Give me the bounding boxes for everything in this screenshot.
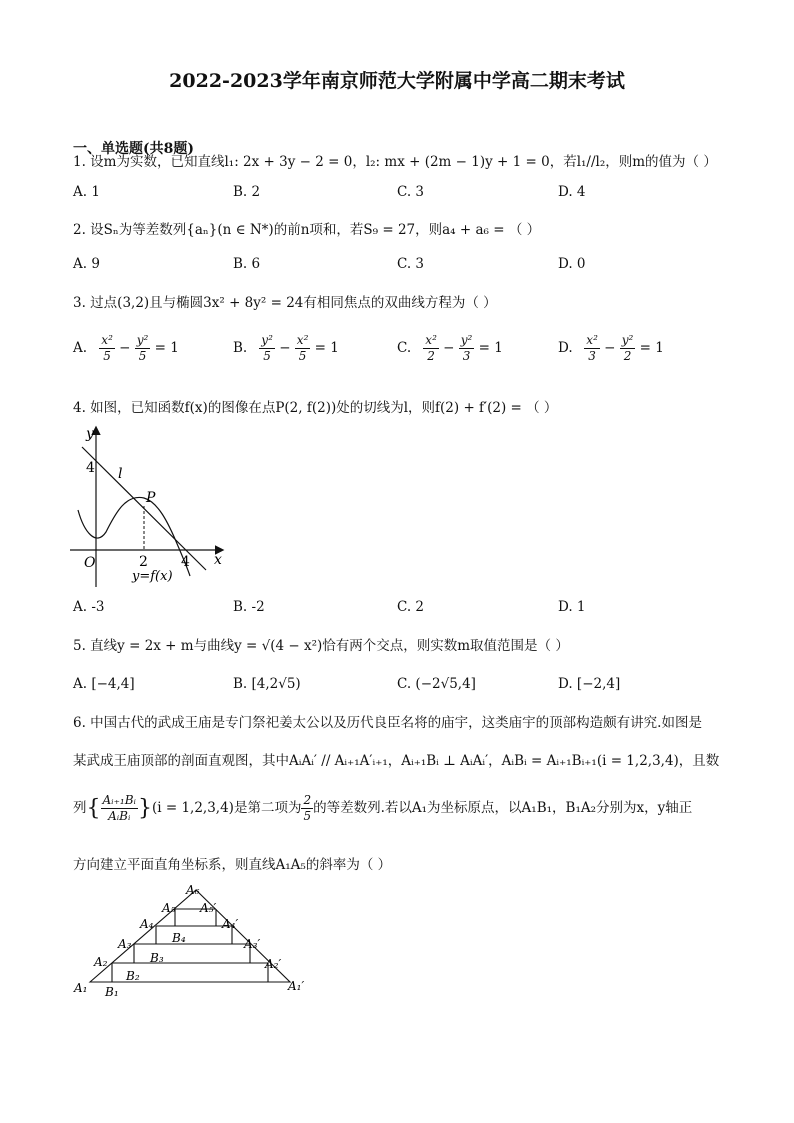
q4-option-b: B. -2 — [233, 599, 265, 615]
question-2-stem: 2. 设Sₙ为等差数列{aₙ}(n ∈ N*)的前n项和，若S₉ = 27，则a₄ + a₆ = （ ） — [73, 222, 541, 238]
q3-option-c: C. $\frac{\text{x²}}{2}$ − $\frac{\text{y²}}{3}$ = 1 — [397, 333, 503, 363]
fraction-numerator: x² — [586, 333, 598, 347]
q2-option-b: B. 6 — [233, 256, 261, 272]
fraction-denominator: 5 — [103, 349, 111, 363]
label-b3: B₃ — [150, 951, 164, 965]
q5-option-d: D. [−2,4] — [558, 676, 621, 692]
question-6-line-1: 6. 中国古代的武成王庙是专门祭祀姜太公以及历代良臣名将的庙宇，这类庙宇的顶部构造颇有讲究.如图是 — [73, 715, 702, 731]
page-title: 2022-2023学年南京师范大学附属中学高二期末考试 — [169, 70, 625, 92]
fraction-denominator: 5 — [298, 349, 307, 363]
option-label: D. — [558, 340, 573, 356]
label-a5-prime: A₅′ — [200, 901, 217, 915]
q6-line3-middle: (i = 1,2,3,4)是第二项为 — [151, 800, 302, 816]
function-graph-figure — [66, 422, 236, 590]
fraction-numerator: x² — [101, 333, 113, 347]
fraction-numerator: Aᵢ₊₁Bᵢ — [102, 793, 136, 807]
x-axis-label: x — [214, 552, 222, 568]
question-4-stem: 4. 如图，已知函数f(x)的图像在点P(2, f(2))处的切线为l，则f(2) + f′(2) = （ ） — [73, 400, 558, 416]
fraction-denominator: 3 — [462, 349, 471, 363]
origin-label: O — [84, 555, 96, 571]
label-a6: A₆ — [186, 883, 200, 897]
label-a3-prime: A₃′ — [244, 937, 261, 951]
fraction-denominator: 2 — [427, 349, 435, 363]
q1-option-d: D. 4 — [558, 184, 586, 200]
question-3-stem: 3. 过点(3,2)且与椭圆3x² + 8y² = 24有相同焦点的双曲线方程为（ ） — [73, 295, 497, 311]
label-b4: B₄ — [172, 931, 186, 945]
option-label: C. — [397, 340, 412, 356]
fraction-denominator: 5 — [138, 349, 147, 363]
q4-option-c: C. 2 — [397, 599, 425, 615]
label-a4-prime: A₄′ — [222, 917, 239, 931]
fraction-denominator: 5 — [263, 349, 271, 363]
fraction-numerator: y² — [460, 333, 473, 347]
temple-roof-figure — [72, 882, 322, 1002]
q2-option-d: D. 0 — [558, 256, 586, 272]
q3-option-b: B. $\frac{\text{y²}}{5}$ − $\frac{\text{x²}}{5}$ = 1 — [233, 333, 339, 363]
point-p-label: P — [146, 490, 156, 506]
section-heading: 一、单选题(共8题) — [73, 141, 194, 157]
label-a1-prime: A₁′ — [288, 979, 305, 993]
equation-rhs: = 1 — [478, 340, 503, 356]
fraction-numerator: y² — [621, 333, 634, 347]
label-a3: A₃ — [118, 937, 132, 951]
equation-rhs: = 1 — [314, 340, 339, 356]
equation-rhs: = 1 — [639, 340, 664, 356]
option-label: A. — [73, 340, 88, 356]
fraction-denominator: AᵢBᵢ — [108, 809, 131, 823]
q6-line3-suffix: 的等差数列.若以A₁为坐标原点，以A₁B₁，B₁A₂分别为x，y轴正 — [313, 800, 693, 816]
label-a1: A₁ — [74, 981, 88, 995]
label-b2: B₂ — [126, 969, 140, 983]
line-l-label: l — [118, 466, 123, 482]
fraction-denominator: 5 — [303, 809, 312, 823]
label-a4: A₄ — [140, 917, 154, 931]
tick-2-label: 2 — [139, 554, 148, 570]
fraction-denominator: 2 — [623, 349, 632, 363]
q5-option-b: B. [4,2√5) — [233, 676, 301, 692]
question-6-line-4: 方向建立平面直角坐标系，则直线A₁A₅的斜率为（ ） — [73, 857, 392, 873]
fraction-numerator: x² — [296, 333, 309, 347]
fraction-numerator: y² — [136, 333, 149, 347]
q1-option-a: A. 1 — [73, 184, 100, 200]
q2-option-c: C. 3 — [397, 256, 425, 272]
question-6-line-2: 某武成王庙顶部的剖面直观图，其中AᵢAᵢ′ // Aᵢ₊₁A′ᵢ₊₁，Aᵢ₊₁Bᵢ ⊥ AᵢAᵢ′，AᵢBᵢ = Aᵢ₊₁Bᵢ₊₁(i = 1,2,3,4)，且数 — [73, 753, 720, 769]
function-label: y=f(x) — [132, 569, 173, 584]
q5-option-c: C. (−2√5,4] — [397, 676, 476, 692]
q1-option-c: C. 3 — [397, 184, 425, 200]
q3-option-a: A. $\frac{\text{x²}}{5}$ − $\frac{\text{y²}}{5}$ = 1 — [73, 333, 179, 363]
q5-option-a: A. [−4,4] — [73, 676, 135, 692]
label-b1: B₁ — [105, 985, 119, 999]
fraction-numerator: y² — [261, 333, 273, 347]
question-5-stem: 5. 直线y = 2x + m与曲线y = √(4 − x²)恰有两个交点，则实数m取值范围是（ ） — [73, 638, 569, 654]
tick-4-label: 4 — [181, 554, 190, 570]
q2-option-a: A. 9 — [73, 256, 100, 272]
q3-option-d: D. $\frac{\text{x²}}{3}$ − $\frac{\text{y²}}{2}$ = 1 — [558, 333, 664, 363]
q6-line3-prefix: 列 — [73, 800, 87, 816]
label-a2-prime: A₂′ — [265, 957, 282, 971]
y-intercept-label: 4 — [86, 460, 95, 476]
q4-option-d: D. 1 — [558, 599, 586, 615]
equation-rhs: = 1 — [154, 340, 179, 356]
fraction-numerator: x² — [425, 333, 437, 347]
q1-option-b: B. 2 — [233, 184, 261, 200]
option-label: B. — [233, 340, 248, 356]
question-1-stem: 1. 设m为实数，已知直线l₁: 2x + 3y − 2 = 0，l₂: mx + (2m − 1)y + 1 = 0，若l₁//l₂，则m的值为（ ） — [73, 154, 717, 170]
outer-triangle — [90, 890, 290, 982]
y-axis-label: y — [86, 426, 94, 442]
label-a2: A₂ — [94, 955, 108, 969]
label-a5: A₅ — [162, 901, 176, 915]
fraction-denominator: 3 — [588, 349, 596, 363]
question-6-line-3: 列{ $\frac{\text{Aᵢ₊₁Bᵢ}}{\text{AᵢBᵢ}}$ }(i = 1,2,3,4)是第二项为 $\frac{2}{5}$ 的等差数列.若以A₁为坐标原点，以A₁B₁，B₁A₂分别为x，y轴正 — [73, 793, 693, 823]
fraction-numerator: 2 — [303, 793, 312, 807]
q4-option-a: A. -3 — [73, 599, 105, 615]
